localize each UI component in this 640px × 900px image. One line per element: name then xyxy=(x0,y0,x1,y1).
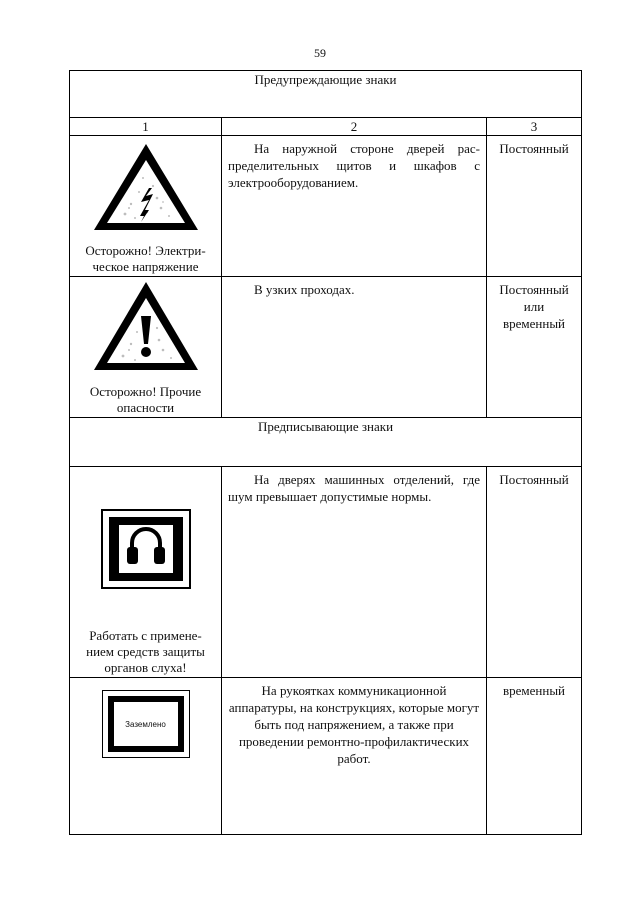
sign-caption: Осторожно! Электри- ческое напряжение xyxy=(85,243,206,274)
column-number: 3 xyxy=(487,118,582,136)
table-row xyxy=(70,678,582,835)
grounded-sign-icon xyxy=(102,690,190,758)
electric-voltage-triangle-icon xyxy=(91,142,201,234)
section-header-prescriptive xyxy=(70,418,582,467)
table-row xyxy=(70,136,582,277)
page-number: 59 xyxy=(314,46,326,60)
description-cell xyxy=(222,678,487,835)
signs-table xyxy=(69,70,582,835)
section-title: Предписывающие знаки xyxy=(70,418,582,467)
description-text: На наружной стороне дверей рас-пределительных щитов и шкафов с электрооборудованием. xyxy=(228,141,480,190)
sign-cell xyxy=(70,678,222,835)
column-numbers-row xyxy=(70,118,582,136)
table-row xyxy=(70,277,582,418)
sign-caption: Осторожно! Прочие опасности xyxy=(89,384,202,415)
period-cell: временный xyxy=(487,678,582,835)
section-header-warning xyxy=(70,71,582,118)
description-text: В узких проходах. xyxy=(254,282,355,297)
period-cell: Постоянный или временный xyxy=(487,277,582,418)
exclamation-triangle-icon xyxy=(91,280,201,374)
sign-cell xyxy=(70,467,222,678)
description-cell xyxy=(222,136,487,277)
description-cell xyxy=(222,467,487,678)
period-cell: Постоянный xyxy=(487,136,582,277)
sign-caption: Работать с примене- нием средств защиты органов слуха! xyxy=(86,628,205,675)
grounded-sign-text: Заземлено xyxy=(114,702,178,746)
period-cell: Постоянный xyxy=(487,467,582,678)
section-title: Предупреждающие знаки xyxy=(70,71,582,118)
column-number: 2 xyxy=(222,118,487,136)
column-number: 1 xyxy=(70,118,222,136)
description-cell xyxy=(222,277,487,418)
description-text: На дверях машинных отделений, где шум превышает допустимые нормы. xyxy=(228,472,480,504)
ear-protection-icon xyxy=(101,509,191,589)
sign-cell xyxy=(70,136,222,277)
description-text: На рукоятках коммуникационной аппаратуры, на конструкциях, которые могут быть под напряжением, а также при проведении ремонтно-профилактических работ. xyxy=(228,683,480,766)
table-row xyxy=(70,467,582,678)
sign-cell xyxy=(70,277,222,418)
